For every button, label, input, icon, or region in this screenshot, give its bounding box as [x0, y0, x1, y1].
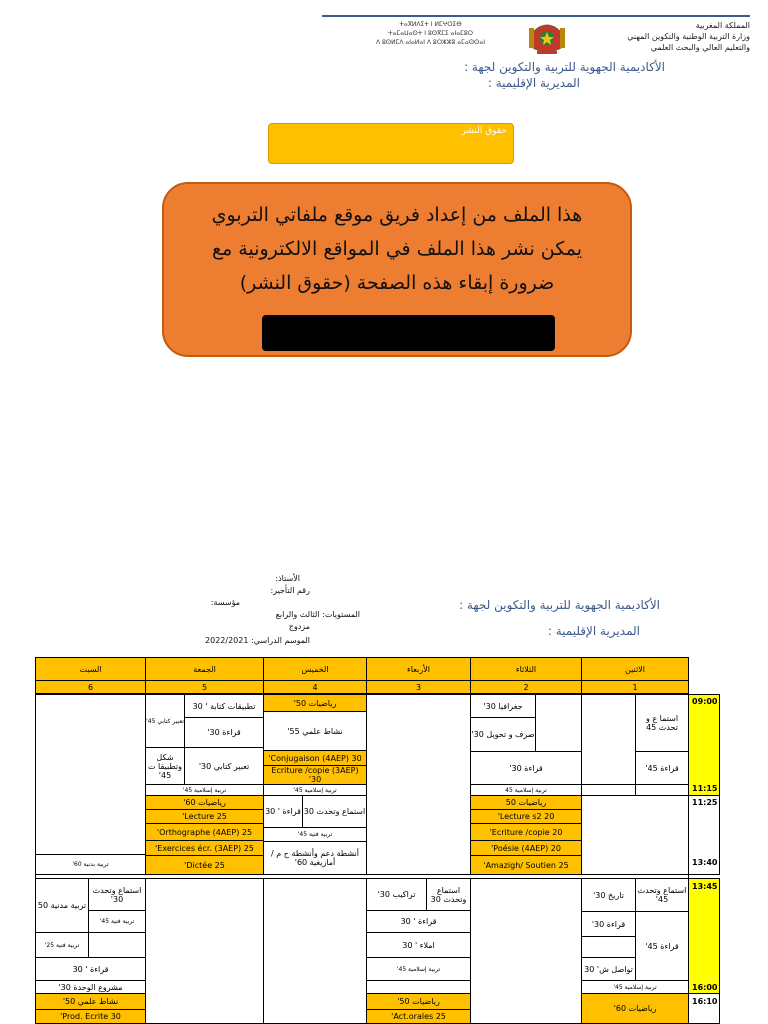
- header-ministry: المملكة المغربية وزارة التربية الوطنية والتكوين المهني والتعليم العالي والبحث العلمي: [627, 21, 750, 52]
- schedule-cell: جغرافيا 30': [470, 694, 536, 718]
- notice-line: هذا الملف من إعداد فريق موقع ملفاتي التربوي: [211, 204, 583, 226]
- schedule-cell: رياضيات 60': [145, 795, 264, 810]
- info-directorate: المديرية الإقليمية :: [547, 624, 640, 638]
- schedule-cell: Lecture s2 20': [470, 809, 582, 824]
- schedule-cell-empty: [581, 936, 636, 958]
- day-header-saturday: السبت: [35, 657, 146, 681]
- schedule-cell-empty: [88, 932, 146, 958]
- day-number: 2: [470, 680, 582, 694]
- schedule-cell: قراءة 30': [581, 911, 636, 937]
- schedule-cell: تربية إسلامية 45': [145, 784, 264, 796]
- header-directorate: المديرية الإقليمية :: [487, 76, 580, 90]
- schedule-cell: Lecture 25': [145, 809, 264, 824]
- schedule-cell-empty: [263, 878, 367, 1024]
- schedule-cell: Ecriture /copie 20': [470, 823, 582, 841]
- time-label: 16:10: [692, 997, 718, 1006]
- day-header-friday: الجمعة: [145, 657, 264, 681]
- info-academy: الأكاديمية الجهوية للتربية والتكوين لجهة :: [459, 598, 660, 612]
- schedule-cell: تطبيقات كتابة ' 30: [184, 694, 264, 718]
- schedule-cell: استماع وتحدث 30: [426, 878, 471, 911]
- schedule-cell: رياضيات 50: [470, 795, 582, 810]
- schedule-cell: نشاط علمي 55': [263, 711, 367, 751]
- schedule-cell: شكل وتطبيقا ت 45': [145, 747, 185, 785]
- schedule-cell-empty: [470, 878, 582, 1024]
- day-number: 3: [366, 680, 471, 694]
- schedule-cell: أنشطة دعم وأنشطة ح م / أمازيغية 60': [263, 841, 367, 875]
- time-label: 11:25: [692, 798, 718, 807]
- schedule-cell: تواصل ش' 30: [581, 957, 636, 981]
- time-label: 16:00: [692, 983, 718, 992]
- schedule-cell-empty: [366, 694, 471, 875]
- schedule-cell: رياضيات 60': [581, 993, 689, 1024]
- time-label: 11:15: [692, 784, 718, 793]
- schedule-cell: تربية فنية 45': [263, 827, 367, 842]
- day-header-monday: الاثنين: [581, 657, 689, 681]
- info-institution: مؤسسة:: [210, 598, 240, 607]
- schedule-cell-empty: [35, 694, 146, 855]
- schedule-cell: تربية فنية 45': [88, 910, 146, 933]
- header-rule: [322, 15, 750, 17]
- day-number: 6: [35, 680, 146, 694]
- time-slot: [688, 878, 720, 994]
- schedule-cell: قراءة 30': [184, 717, 264, 748]
- schedule-cell: صرف و تحويل 30': [470, 717, 536, 752]
- schedule-cell-empty: [366, 980, 471, 994]
- schedule-cell: قراءة 30': [470, 751, 582, 785]
- schedule-cell: رياضيات 50': [366, 993, 471, 1010]
- info-school-year: الموسم الدراسي: 2022/2021: [205, 636, 310, 645]
- schedule-cell: استماع وتحدث 30': [88, 878, 146, 911]
- schedule-cell: Poésie (4AEP) 20': [470, 840, 582, 856]
- schedule-cell-empty: [535, 694, 582, 752]
- schedule-cell: قراءة 45': [635, 911, 689, 981]
- schedule-cell: تعبير كتابي 30': [184, 747, 264, 785]
- schedule-cell-empty: [581, 795, 689, 875]
- schedule-cell: استماع وتحدث 30: [302, 795, 367, 828]
- day-number: 4: [263, 680, 367, 694]
- redacted-bar: [262, 315, 555, 351]
- schedule-cell: Amazigh/ Soutien 25': [470, 855, 582, 875]
- schedule-cell: Exercices écr. (3AEP) 25': [145, 840, 264, 856]
- schedule-cell-empty: [145, 878, 264, 1024]
- time-label: 09:00: [692, 697, 718, 706]
- schedule-cell: قراءة ' 30: [263, 795, 303, 828]
- info-teacher: الأستاذ:: [275, 574, 300, 583]
- schedule-cell: نشاط علمي 50': [35, 993, 146, 1010]
- schedule-cell: تربية مدنية 50: [35, 878, 89, 933]
- schedule-cell: Prod. Ecrite 30': [35, 1009, 146, 1024]
- time-label: 13:45: [692, 882, 718, 891]
- schedule-cell: قراءة ' 30: [35, 957, 146, 981]
- schedule-cell: استماع وتحدث 45': [635, 878, 689, 912]
- day-header-thursday: الخميس: [263, 657, 367, 681]
- time-label: 13:40: [692, 858, 718, 867]
- header-academy: الأكاديمية الجهوية للتربية والتكوين لجهة :: [464, 60, 665, 74]
- schedule-cell: Conjugaison (4AEP) 30': [263, 750, 367, 766]
- schedule-cell: قراءة ' 30: [366, 910, 471, 933]
- info-registration: رقم التأجير:: [270, 586, 310, 595]
- header-tifinagh: ⵜⴰⴳⵍⴷⵉⵜ ⵏ ⵍⵎⵖⵔⵉⴱ ⵜⴰⵎⴰⵡⴰⵙⵜ ⵏ ⵓⵙⴳⵎⵉ ⴰⵏⴰⵎⵓⵔ ⴷ ⵓⵙⵍⵎⴷ ⴰⵏⴰⵍⴰⵏ ⴷ ⵓⵔⵣⵣⵓ ⴰⵎⴰⵙⵙⴰⵏ: [375, 21, 485, 46]
- copyright-banner: [268, 123, 514, 164]
- day-header-tuesday: الثلاثاء: [470, 657, 582, 681]
- schedule-cell: تربية بدنية 60': [35, 854, 146, 875]
- schedule-cell: Ecriture /copie (3AEP) 30': [263, 765, 367, 785]
- schedule-cell: مشروع الوحدة 30': [35, 980, 146, 994]
- schedule-cell: Act.orales 25': [366, 1009, 471, 1024]
- notice-line: يمكن نشر هذا الملف في المواقع الالكترونية مع: [211, 238, 583, 260]
- schedule-cell: تربية إسلامية 45': [581, 980, 689, 994]
- time-slot: [688, 694, 720, 796]
- notice-line: ضرورة إبقاء هذه الصفحة (حقوق النشر): [239, 272, 555, 294]
- schedule-cell: رياضيات 50': [263, 694, 367, 712]
- day-header-wednesday: الأربعاء: [366, 657, 471, 681]
- schedule-cell-empty: [581, 694, 636, 796]
- schedule-cell: تراكيب 30': [366, 878, 427, 911]
- schedule-cell: Orthographe (4AEP) 25': [145, 823, 264, 841]
- day-number: 5: [145, 680, 264, 694]
- schedule-cell: تربية فنية 25': [35, 932, 89, 958]
- schedule-cell: تاريخ 30': [581, 878, 636, 912]
- copyright-label: حقوق النشر: [461, 126, 507, 136]
- coat-of-arms-icon: [527, 18, 567, 56]
- info-levels: المستويات: الثالث والرابع: [275, 610, 360, 619]
- schedule-cell: تعبير كتابي 45': [145, 694, 185, 748]
- schedule-cell: قراءة 45': [635, 751, 689, 785]
- copyright-notice: [162, 182, 632, 357]
- schedule-cell: استما ع و تحدث 45: [635, 694, 689, 752]
- info-mixed: مزدوج: [288, 622, 310, 631]
- schedule-cell: Dictée 25': [145, 855, 264, 875]
- schedule-cell: تربية إسلامية 45': [263, 784, 367, 796]
- schedule-cell: تربية إسلامية 45: [470, 784, 582, 796]
- schedule-cell: املاء ' 30: [366, 932, 471, 958]
- schedule-cell: تربية إسلامية 45': [366, 957, 471, 981]
- day-number: 1: [581, 680, 689, 694]
